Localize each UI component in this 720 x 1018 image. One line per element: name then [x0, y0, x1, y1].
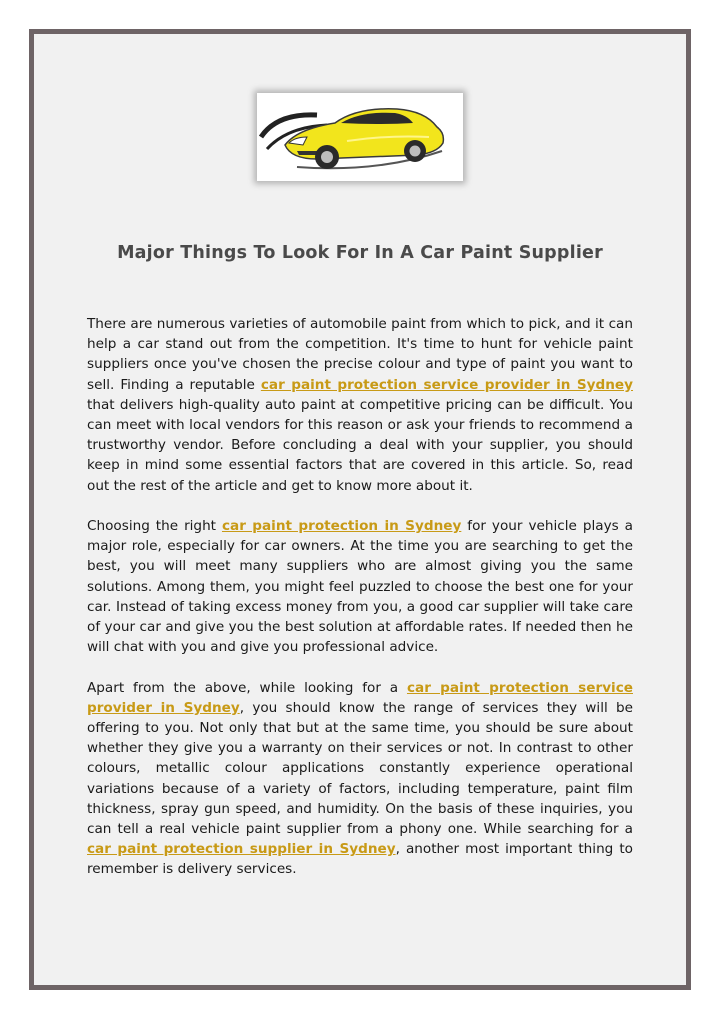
yellow-sports-car-icon — [257, 93, 463, 181]
supplier-link[interactable]: car paint protection supplier in Sydney — [87, 841, 396, 858]
paint-protection-link[interactable]: car paint protection in Sydney — [221, 518, 462, 535]
paragraph-text: , you should know the range of services they will be offering to you. Not only that but at the same time, you should be sure about whether they give you a warranty on their services or not. In contrast to other colours, metallic colour applications constantly experience operational variations because of a variety of factors, including temperature, paint film thickness, spray gun speed, and humidity. On the basis of these inquiries, you can tell a real vehicle paint supplier from a phony one. While searching for a — [87, 699, 633, 838]
service-provider-link[interactable]: car paint protection service provider in Sydney — [260, 376, 633, 393]
company-logo — [257, 93, 463, 181]
service-provider-link[interactable]: car paint protection service provider in Sydney — [87, 679, 633, 716]
paragraph-text: There are numerous varieties of automobile paint from which to pick, and it can help a car stand out from the competition. It's time to hunt for vehicle paint suppliers once you've chosen the precise colour and type of paint you want to sell. Finding a reputable — [87, 316, 633, 393]
article-body — [87, 314, 633, 900]
paragraph-text: that delivers high-quality auto paint at competitive pricing can be difficult. You can meet with local vendors for this reason or ask your friends to recommend a trustworthy vendor. Before concluding a deal with your supplier, you should keep in mind some essential factors that are covered in this article. So, read out the rest of the article and get to know more about it. — [87, 396, 633, 494]
page-title: Major Things To Look For In A Car Paint Supplier — [117, 243, 603, 263]
paragraph — [87, 314, 633, 496]
paragraph-text: for your vehicle plays a major role, especially for car owners. At the time you are searching to get the best, you will meet many suppliers who are almost giving you the same solutions. Among them, you might feel puzzled to choose the best one for your car. Instead of taking excess money from you, a good car supplier will take care of your car and give you the best solution at affordable rates. If needed then he will chat with you and give you professional advice. — [87, 518, 633, 656]
paragraph-text: , another most important thing to remember is delivery services. — [87, 841, 633, 878]
paragraph-text: Apart from the above, while looking for a — [87, 679, 407, 696]
paragraph-text: Choosing the right — [87, 518, 222, 535]
paragraph — [87, 678, 633, 880]
paragraph — [87, 516, 633, 657]
